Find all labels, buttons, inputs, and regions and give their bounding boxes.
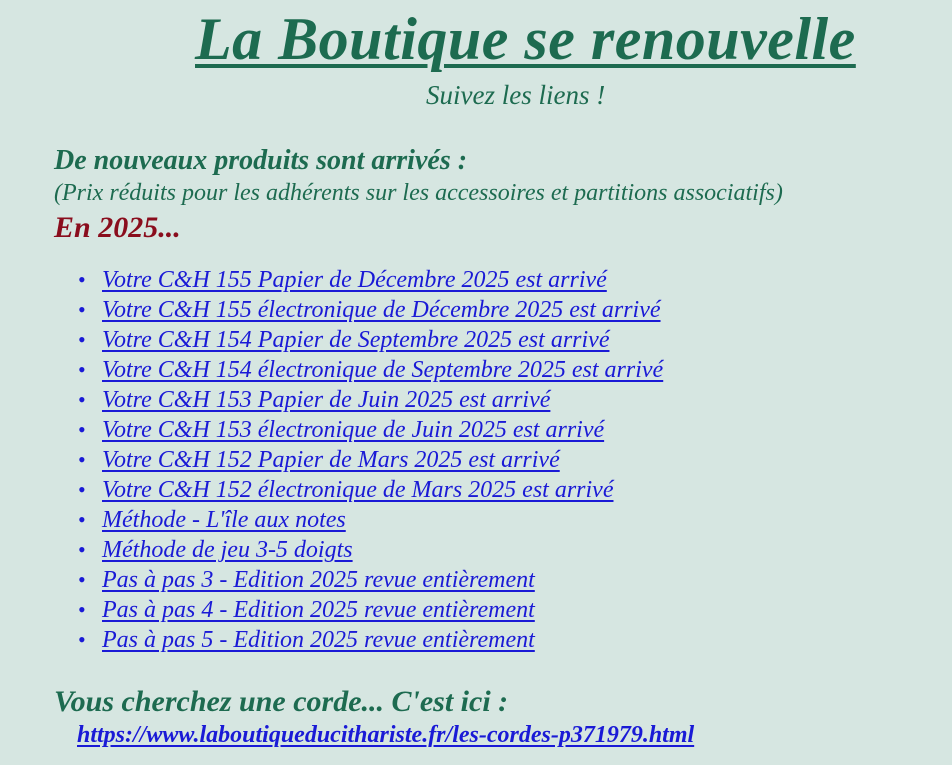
bullet-icon: • — [78, 447, 86, 472]
product-link[interactable]: Pas à pas 4 - Edition 2025 revue entièrement — [102, 597, 535, 623]
product-link[interactable]: Votre C&H 152 électronique de Mars 2025 est arrivé — [102, 477, 614, 503]
bullet-icon: • — [78, 297, 86, 322]
bullet-icon: • — [78, 327, 86, 352]
list-item — [78, 445, 663, 475]
product-link[interactable]: Votre C&H 153 électronique de Juin 2025 est arrivé — [102, 417, 605, 443]
page-title: La Boutique se renouvelle — [195, 6, 856, 72]
bullet-icon: • — [78, 507, 86, 532]
year-heading: En 2025... — [54, 211, 181, 244]
list-item — [78, 325, 663, 355]
strings-heading: Vous cherchez une corde... C'est ici : — [54, 685, 509, 718]
bullet-icon: • — [78, 537, 86, 562]
list-item — [78, 265, 663, 295]
product-link[interactable]: Votre C&H 153 Papier de Juin 2025 est arrivé — [102, 387, 551, 413]
bullet-icon: • — [78, 357, 86, 382]
page-subtitle: Suivez les liens ! — [426, 80, 606, 110]
list-item — [78, 625, 663, 655]
list-item — [78, 295, 663, 325]
list-item — [78, 535, 663, 565]
strings-link[interactable]: https://www.laboutiqueducithariste.fr/les-cordes-p371979.html — [77, 722, 695, 748]
product-link[interactable]: Méthode de jeu 3-5 doigts — [102, 537, 353, 563]
list-item — [78, 505, 663, 535]
list-item — [78, 595, 663, 625]
product-link[interactable]: Votre C&H 154 électronique de Septembre 2025 est arrivé — [102, 357, 664, 383]
product-link[interactable]: Votre C&H 155 Papier de Décembre 2025 est arrivé — [102, 267, 607, 293]
member-discount-note: (Prix réduits pour les adhérents sur les accessoires et partitions associatifs) — [54, 180, 783, 206]
product-link-list — [78, 265, 663, 655]
bullet-icon: • — [78, 477, 86, 502]
bullet-icon: • — [78, 417, 86, 442]
bullet-icon: • — [78, 597, 86, 622]
product-link[interactable]: Pas à pas 3 - Edition 2025 revue entièrement — [102, 567, 535, 593]
product-link[interactable]: Pas à pas 5 - Edition 2025 revue entièrement — [102, 627, 535, 653]
product-link[interactable]: Méthode - L'île aux notes — [102, 507, 346, 533]
list-item — [78, 385, 663, 415]
bullet-icon: • — [78, 267, 86, 292]
bullet-icon: • — [78, 567, 86, 592]
bullet-icon: • — [78, 387, 86, 412]
list-item — [78, 415, 663, 445]
list-item — [78, 355, 663, 385]
new-products-heading: De nouveaux produits sont arrivés : — [54, 145, 468, 176]
product-link[interactable]: Votre C&H 152 Papier de Mars 2025 est arrivé — [102, 447, 560, 473]
list-item — [78, 475, 663, 505]
list-item — [78, 565, 663, 595]
product-link[interactable]: Votre C&H 154 Papier de Septembre 2025 est arrivé — [102, 327, 610, 353]
product-link[interactable]: Votre C&H 155 électronique de Décembre 2025 est arrivé — [102, 297, 661, 323]
bullet-icon: • — [78, 627, 86, 652]
